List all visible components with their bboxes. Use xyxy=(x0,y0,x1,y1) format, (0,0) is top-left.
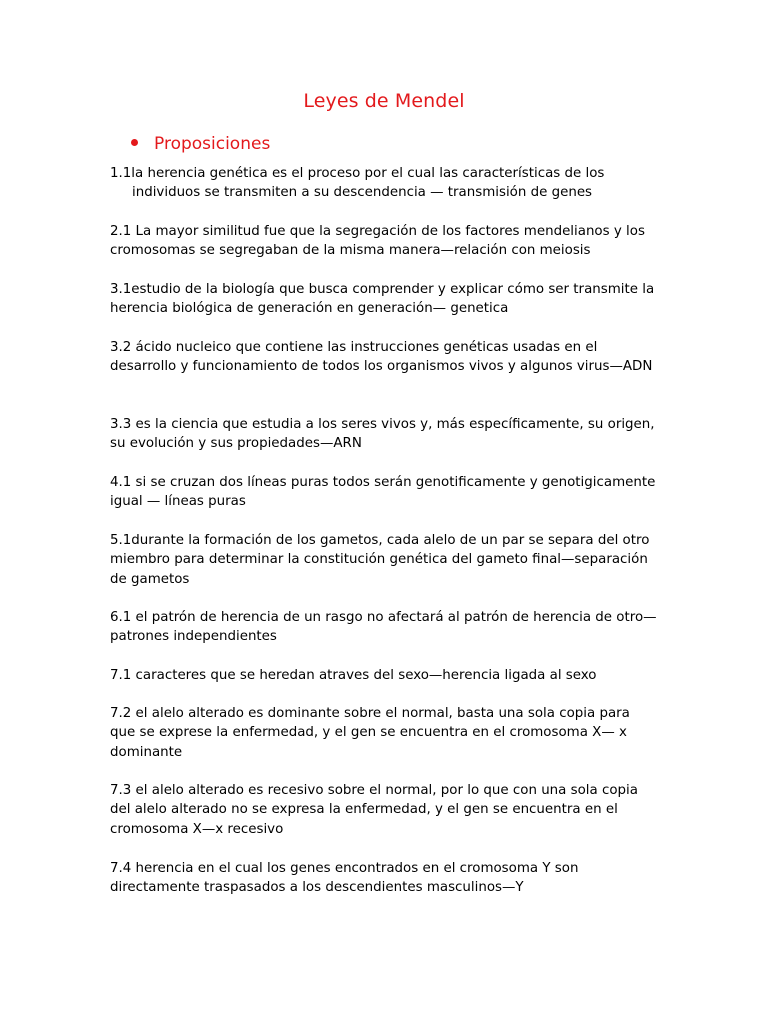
document-title: Leyes de Mendel xyxy=(303,90,465,112)
proposition-2-1: 2.1 La mayor similitud fue que la segregación de los factores mendelianos y los cromosomas se segregaban de la misma manera—relación con meiosis xyxy=(110,224,645,259)
proposition-7-1: 7.1 caracteres que se heredan atraves del sexo—herencia ligada al sexo xyxy=(110,668,597,683)
proposition-6-1: 6.1 el patrón de herencia de un rasgo no afectará al patrón de herencia de otro—patrones independientes xyxy=(110,610,657,645)
proposition-7-2: 7.2 el alelo alterado es dominante sobre el normal, basta una sola copia para que se exprese la enfermedad, y el gen se encuentra en el cromosoma X— x dominante xyxy=(110,706,630,760)
proposition-7-3: 7.3 el alelo alterado es recesivo sobre el normal, por lo que con una sola copia del alelo alterado no se expresa la enfermedad, y el gen se encuentra en el cromosoma X—x recesivo xyxy=(110,783,638,837)
section-heading xyxy=(131,133,270,155)
proposition-4-1: 4.1 si se cruzan dos líneas puras todos serán genotificamente y genotigicamente igual — líneas puras xyxy=(110,475,656,510)
proposition-3-1: 3.1estudio de la biología que busca comprender y explicar cómo ser transmite la herencia biológica de generación en generación— genetica xyxy=(110,282,655,317)
proposition-5-1: 5.1durante la formación de los gametos, cada alelo de un par se separa del otro miembro para determinar la constitución genética del gameto final—separación de gametos xyxy=(110,533,650,587)
proposition-3-3: 3.3 es la ciencia que estudia a los seres vivos y, más específicamente, su origen, su evolución y sus propiedades—ARN xyxy=(110,417,655,452)
proposition-3-2: 3.2 ácido nucleico que contiene las instrucciones genéticas usadas en el desarrollo y funcionamiento de todos los organismos vivos y algunos virus—ADN xyxy=(110,340,653,375)
proposition-1-1: 1.1la herencia genética es el proceso por el cual las características de los individuos se transmiten a su descendencia — transmisión de genes xyxy=(110,166,605,201)
proposition-7-4: 7.4 herencia en el cual los genes encontrados en el cromosoma Y son directamente traspasados a los descendientes masculinos—Y xyxy=(110,861,579,896)
bullet-icon xyxy=(131,139,138,146)
section-heading-label: Proposiciones xyxy=(154,134,271,154)
